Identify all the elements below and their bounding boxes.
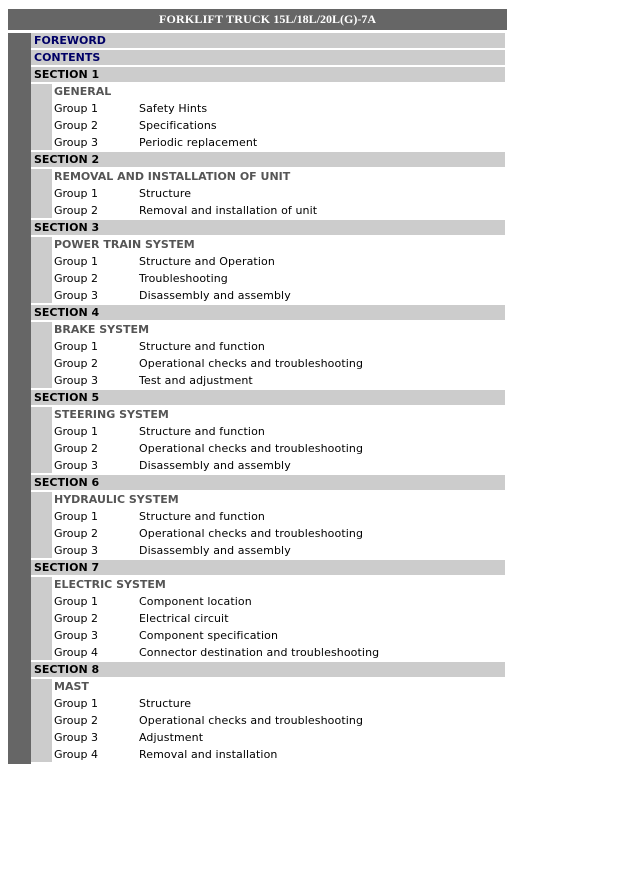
group-row	[54, 288, 505, 305]
section-header: SECTION 3	[31, 220, 505, 235]
contents-link[interactable]: CONTENTS	[34, 51, 101, 64]
section-rows	[52, 407, 505, 475]
group-row	[54, 543, 505, 560]
group-number: Group 1	[54, 255, 98, 268]
group-title-link[interactable]: Periodic replacement	[139, 136, 258, 149]
group-title-link[interactable]: Electrical circuit	[139, 612, 229, 625]
section-gutter	[31, 322, 52, 388]
group-row	[54, 645, 505, 662]
section-header: SECTION 7	[31, 560, 505, 575]
group-title	[139, 747, 505, 764]
section-body	[31, 407, 505, 475]
group-number: Group 1	[54, 595, 98, 608]
section-gutter	[31, 169, 52, 218]
group-number: Group 2	[54, 442, 98, 455]
group-row	[54, 135, 505, 152]
group-title-link[interactable]: Disassembly and assembly	[139, 544, 291, 557]
group-title-link[interactable]: Disassembly and assembly	[139, 459, 291, 472]
group-title-link[interactable]: Adjustment	[139, 731, 204, 744]
group-number: Group 1	[54, 510, 98, 523]
section-rows	[52, 577, 505, 662]
group-number: Group 3	[54, 459, 98, 472]
group-title	[139, 339, 505, 356]
group-number: Group 2	[54, 527, 98, 540]
section-header: SECTION 6	[31, 475, 505, 490]
section-title: HYDRAULIC SYSTEM	[54, 493, 179, 506]
section-gutter	[31, 679, 52, 762]
group-number: Group 1	[54, 187, 98, 200]
section-header: SECTION 2	[31, 152, 505, 167]
section-rows	[52, 84, 505, 152]
group-title-link[interactable]: Safety Hints	[139, 102, 208, 115]
group-row	[54, 203, 505, 220]
group-title	[139, 356, 505, 373]
section-body	[31, 84, 505, 152]
section-gutter	[31, 237, 52, 303]
group-title-link[interactable]: Structure and function	[139, 425, 265, 438]
group-title	[139, 101, 505, 118]
section-rows	[52, 322, 505, 390]
group-title-link[interactable]: Troubleshooting	[139, 272, 228, 285]
group-number: Group 3	[54, 136, 98, 149]
group-number: Group 1	[54, 340, 98, 353]
group-title-link[interactable]: Operational checks and troubleshooting	[139, 714, 364, 727]
page-title	[8, 9, 507, 30]
group-row	[54, 254, 505, 271]
group-row	[54, 526, 505, 543]
group-number: Group 4	[54, 646, 98, 659]
group-row	[54, 696, 505, 713]
group-row	[54, 509, 505, 526]
group-row	[54, 458, 505, 475]
group-title	[139, 509, 505, 526]
group-title	[139, 424, 505, 441]
group-title-link[interactable]: Component specification	[139, 629, 279, 642]
section-body	[31, 492, 505, 560]
section-header: SECTION 1	[31, 67, 505, 82]
section-gutter	[31, 407, 52, 473]
group-row	[54, 373, 505, 390]
section-rows	[52, 492, 505, 560]
group-number: Group 3	[54, 731, 98, 744]
group-row	[54, 713, 505, 730]
group-title	[139, 611, 505, 628]
group-row	[54, 441, 505, 458]
section-title: ELECTRIC SYSTEM	[54, 578, 166, 591]
section-body	[31, 169, 505, 220]
section-title: MAST	[54, 680, 89, 693]
section-rows	[52, 169, 505, 220]
group-number: Group 3	[54, 629, 98, 642]
foreword-link[interactable]: FOREWORD	[34, 34, 106, 47]
section-header: SECTION 8	[31, 662, 505, 677]
group-title	[139, 730, 505, 747]
group-title-link[interactable]: Structure	[139, 697, 192, 710]
group-title-link[interactable]: Operational checks and troubleshooting	[139, 357, 364, 370]
group-row	[54, 271, 505, 288]
group-row	[54, 339, 505, 356]
group-title-link[interactable]: Structure	[139, 187, 192, 200]
group-number: Group 2	[54, 204, 98, 217]
group-title-link[interactable]: Structure and function	[139, 510, 265, 523]
section-title: POWER TRAIN SYSTEM	[54, 238, 195, 251]
section-body	[31, 322, 505, 390]
group-title	[139, 118, 505, 135]
group-row	[54, 747, 505, 764]
group-title	[139, 373, 505, 390]
group-row	[54, 611, 505, 628]
section-title: REMOVAL AND INSTALLATION OF UNIT	[54, 170, 291, 183]
left-sidebar-bar	[8, 33, 31, 764]
group-row	[54, 594, 505, 611]
section-rows	[52, 679, 505, 764]
group-number: Group 2	[54, 357, 98, 370]
group-title-link[interactable]: Structure and function	[139, 340, 265, 353]
group-number: Group 2	[54, 714, 98, 727]
section-header: SECTION 4	[31, 305, 505, 320]
section-title: STEERING SYSTEM	[54, 408, 169, 421]
group-title-link[interactable]: Connector destination and troubleshooting	[139, 646, 380, 659]
section-rows	[52, 237, 505, 305]
group-number: Group 1	[54, 102, 98, 115]
group-title-link[interactable]: Specifications	[139, 119, 217, 132]
table-of-contents	[31, 33, 505, 764]
group-row	[54, 356, 505, 373]
group-number: Group 2	[54, 119, 98, 132]
group-number: Group 1	[54, 697, 98, 710]
section-title: GENERAL	[54, 85, 112, 98]
group-title-link[interactable]: Removal and installation	[139, 748, 278, 761]
group-title-link[interactable]: Structure and Operation	[139, 255, 275, 268]
group-title-link[interactable]: Operational checks and troubleshooting	[139, 442, 364, 455]
group-title	[139, 135, 505, 152]
group-title	[139, 203, 505, 220]
section-body	[31, 237, 505, 305]
group-number: Group 3	[54, 374, 98, 387]
section-body	[31, 679, 505, 764]
group-number: Group 2	[54, 612, 98, 625]
group-title	[139, 696, 505, 713]
group-title	[139, 526, 505, 543]
sections-list	[31, 67, 505, 764]
group-row	[54, 424, 505, 441]
section-body	[31, 577, 505, 662]
group-title-link[interactable]: Operational checks and troubleshooting	[139, 527, 364, 540]
group-title	[139, 713, 505, 730]
group-title-link[interactable]: Component location	[139, 595, 252, 608]
section-title: BRAKE SYSTEM	[54, 323, 150, 336]
group-number: Group 3	[54, 289, 98, 302]
foreword-row	[31, 33, 505, 48]
group-title	[139, 441, 505, 458]
title-models: 15L/18L/20L(G)-7A	[273, 12, 377, 26]
contents-row	[31, 50, 505, 65]
group-title-link[interactable]: Disassembly and assembly	[139, 289, 291, 302]
group-row	[54, 118, 505, 135]
group-title	[139, 628, 505, 645]
group-row	[54, 628, 505, 645]
section-gutter	[31, 492, 52, 558]
group-row	[54, 186, 505, 203]
group-title	[139, 254, 505, 271]
group-number: Group 3	[54, 544, 98, 557]
group-title	[139, 186, 505, 203]
group-title	[139, 458, 505, 475]
group-number: Group 1	[54, 425, 98, 438]
group-title	[139, 288, 505, 305]
section-gutter	[31, 84, 52, 150]
group-title	[139, 645, 505, 662]
group-number: Group 2	[54, 272, 98, 285]
group-title	[139, 271, 505, 288]
group-number: Group 4	[54, 748, 98, 761]
section-gutter	[31, 577, 52, 660]
title-product: FORKLIFT TRUCK	[158, 12, 271, 26]
group-row	[54, 730, 505, 747]
group-row	[54, 101, 505, 118]
group-title-link[interactable]: Test and adjustment	[139, 374, 253, 387]
section-header: SECTION 5	[31, 390, 505, 405]
group-title	[139, 543, 505, 560]
group-title-link[interactable]: Removal and installation of unit	[139, 204, 318, 217]
group-title	[139, 594, 505, 611]
